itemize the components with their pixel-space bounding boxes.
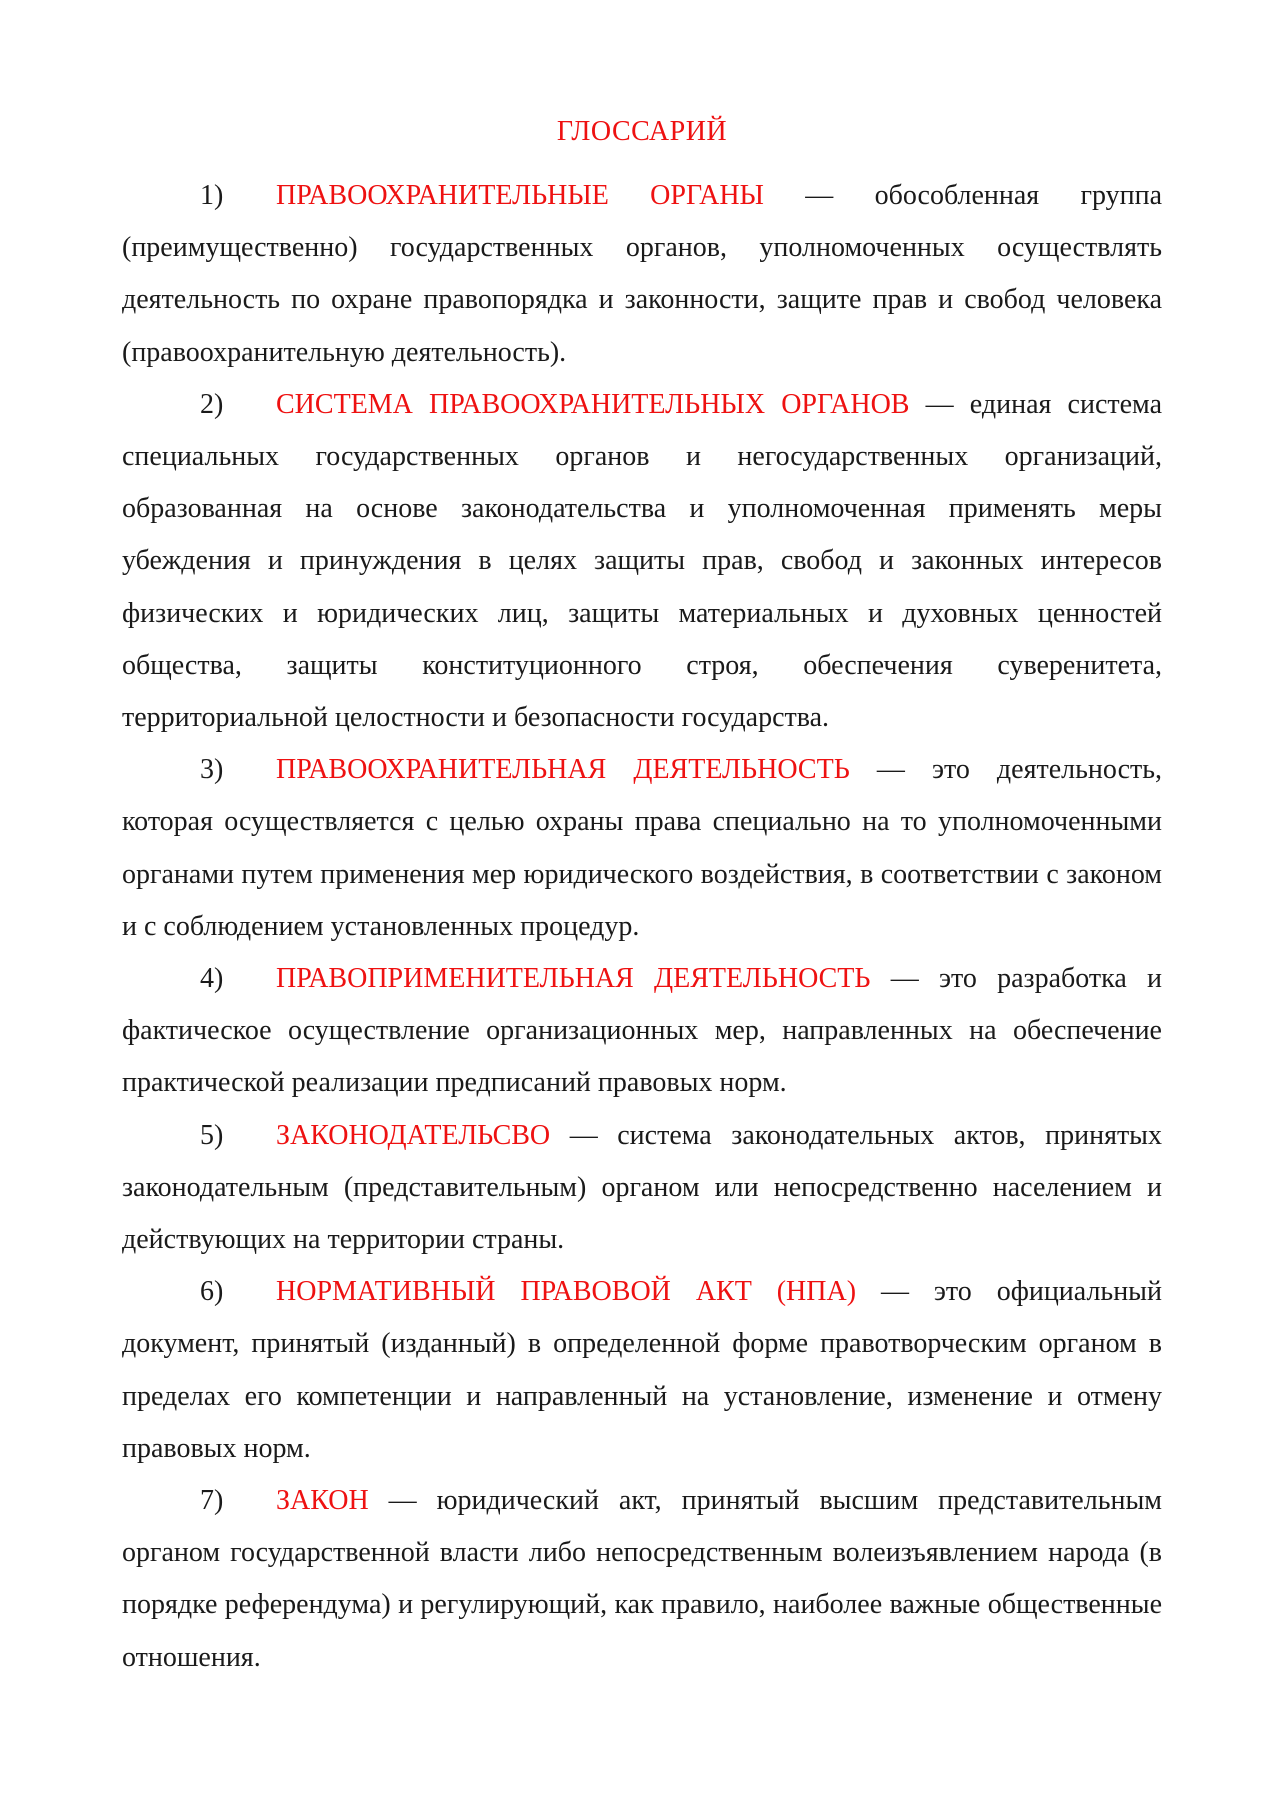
entry-definition: — единая система специальных государственных органов и негосударственных организаций, образованная на основе законодательства и уполномоченная применять меры убеждения и принуждения в целях защиты прав, свобод и законных интересов физических и юридических лиц, защиты материальных и духовных ценностей общества, защиты конституционного строя, обеспечения суверенитета, территориальной целостности и безопасности государства.: [122, 388, 1162, 734]
entry-term: НОРМАТИВНЫЙ ПРАВОВОЙ АКТ (НПА): [276, 1276, 857, 1308]
entry-definition: — это официальный документ, принятый (изданный) в определенной форме правотворческим органом в пределах его компетенции и направленный на установление, изменение и отмену правовых норм.: [122, 1276, 1162, 1464]
page-title: ГЛОССАРИЙ: [556, 116, 728, 147]
glossary-entry: [122, 1110, 1162, 1267]
entry-number: 3): [200, 754, 224, 786]
glossary-entry: [122, 1266, 1162, 1475]
entry-definition: — обособленная группа (преимущественно) государственных органов, уполномоченных осуществлять деятельность по охране правопорядка и законности, защите прав и свобод человека (правоохранительную деятельность).: [122, 180, 1162, 368]
glossary-entry: [122, 744, 1162, 953]
entry-number: 1): [200, 180, 224, 211]
entry-number: 5): [200, 1119, 224, 1151]
glossary-entry: [122, 953, 1162, 1110]
glossary-entry: [122, 379, 1162, 744]
entry-number: 2): [200, 388, 224, 420]
entry-term: СИСТЕМА ПРАВООХРАНИТЕЛЬНЫХ ОРГАНОВ: [276, 388, 910, 420]
entry-term: ЗАКОН: [276, 1485, 369, 1517]
entry-term: ПРАВООХРАНИТЕЛЬНЫЕ ОРГАНЫ: [276, 180, 764, 211]
entry-definition: — это деятельность, которая осуществляется с целью охраны права специально на то уполномоченными органами путем применения мер юридического воздействия, в соответствии с законом и с соблюдением установленных процедур.: [122, 754, 1162, 942]
entry-definition: — это разработка и фактическое осуществление организационных мер, направленных на обеспечение практической реализации предписаний правовых норм.: [122, 963, 1162, 1099]
glossary-entry: [122, 170, 1162, 379]
entry-number: 6): [200, 1276, 224, 1308]
entry-number: 7): [200, 1485, 224, 1517]
entry-term: ПРАВООХРАНИТЕЛЬНАЯ ДЕЯТЕЛЬНОСТЬ: [276, 754, 850, 786]
glossary-entry: [122, 1475, 1162, 1684]
entry-term: ЗАКОНОДАТЕЛЬСВО: [276, 1119, 551, 1151]
entry-term: ПРАВОПРИМЕНИТЕЛЬНАЯ ДЕЯТЕЛЬНОСТЬ: [276, 963, 871, 995]
glossary-page: [122, 106, 1162, 1684]
entry-definition: — юридический акт, принятый высшим представительным органом государственной власти либо непосредственным волеизъявлением народа (в порядке референдума) и регулирующий, как правило, наиболее важные общественные отношения.: [122, 1485, 1162, 1673]
entry-definition: — система законодательных актов, принятых законодательным (представительным) органом или непосредственно населением и действующих на территории страны.: [122, 1119, 1162, 1256]
entry-number: 4): [200, 963, 224, 995]
